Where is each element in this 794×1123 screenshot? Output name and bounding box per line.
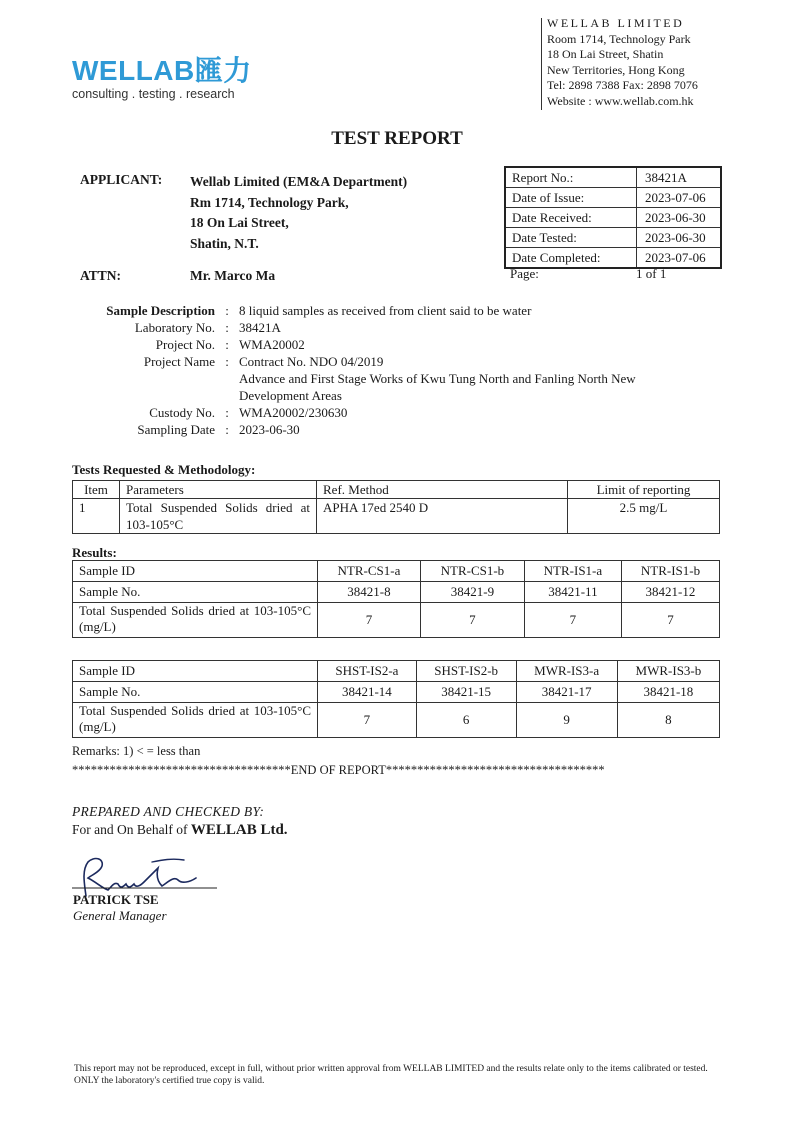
result-value: 8 — [617, 703, 719, 738]
results-label: Results: — [72, 545, 117, 560]
applicant-line: 18 On Lai Street, — [190, 215, 289, 230]
result-value: 7 — [318, 603, 421, 638]
row-label: Sample No. — [73, 582, 318, 603]
tests-table — [72, 480, 720, 534]
table-row — [73, 603, 720, 638]
result-value: 7 — [318, 703, 417, 738]
sample-no: 38421-11 — [524, 582, 621, 603]
sample-no: 38421-15 — [416, 682, 516, 703]
attn-label: ATTN: — [80, 268, 122, 283]
desc-colon: : — [225, 354, 229, 369]
table-cell: 1 — [73, 499, 120, 534]
desc-key — [80, 387, 215, 404]
address-line: New Territories, Hong Kong — [547, 62, 685, 77]
desc-value: 2023-06-30 — [239, 422, 300, 437]
table-row — [73, 561, 720, 582]
desc-key: Project Name — [143, 354, 215, 369]
sample-description-block — [80, 302, 709, 438]
footer-disclaimer: This report may not be reproduced, except in full, without prior written approval from WELLAB LIMITED and the results relate only to the items calibrated or tested. ONLY the laboratory's certified true copy is valid. — [74, 1064, 708, 1086]
desc-row — [80, 404, 709, 421]
row-label: Sample ID — [73, 561, 318, 582]
sample-no: 38421-14 — [318, 682, 417, 703]
sample-id: NTR-IS1-a — [524, 561, 621, 582]
prepared-by-label: PREPARED AND CHECKED BY: — [72, 804, 265, 819]
info-value: 2023-06-30 — [645, 230, 706, 245]
desc-row — [80, 421, 709, 438]
address-line: Room 1714, Technology Park — [547, 31, 691, 46]
desc-colon: : — [225, 303, 229, 318]
table-cell: APHA 17ed 2540 D — [317, 499, 568, 534]
info-row — [506, 247, 720, 267]
address-line: 18 On Lai Street, Shatin — [547, 47, 664, 61]
info-row — [506, 187, 720, 207]
info-key: Date Completed: — [506, 248, 637, 267]
table-header: Ref. Method — [317, 481, 568, 499]
row-label: Total Suspended Solids dried at 103-105°C (mg/L) — [73, 703, 318, 738]
info-key: Report No.: — [506, 168, 637, 187]
behalf-prefix: For and On Behalf of — [72, 822, 191, 837]
sample-no: 38421-8 — [318, 582, 421, 603]
applicant-line: Shatin, N.T. — [190, 235, 259, 251]
remarks: Remarks: 1) < = less than — [72, 744, 201, 758]
desc-colon: : — [225, 405, 229, 420]
address-divider — [541, 18, 542, 110]
page-count — [510, 266, 666, 282]
info-key: Date Received: — [506, 208, 637, 227]
row-label: Sample No. — [73, 682, 318, 703]
result-value: 9 — [516, 703, 617, 738]
info-row — [506, 227, 720, 247]
applicant-label: APPLICANT: — [80, 172, 163, 187]
desc-colon: : — [225, 320, 229, 335]
result-value: 7 — [420, 603, 524, 638]
behalf-company: WELLAB Ltd. — [190, 822, 288, 838]
table-header: Parameters — [120, 481, 317, 499]
desc-row — [80, 353, 709, 370]
table-row — [73, 661, 720, 682]
info-row — [506, 168, 720, 187]
sample-id: NTR-CS1-b — [420, 561, 524, 582]
desc-value: Contract No. NDO 04/2019 — [239, 354, 384, 369]
info-row — [506, 207, 720, 227]
desc-value: Advance and First Stage Works of Kwu Tung North and Fanling North New — [239, 371, 636, 386]
desc-row — [80, 336, 709, 353]
desc-key: Sample Description — [106, 303, 215, 318]
info-value: 2023-06-30 — [645, 210, 706, 225]
applicant-line: Rm 1714, Technology Park, — [190, 194, 349, 210]
table-header: Limit of reporting — [568, 481, 720, 499]
end-of-report: ***********************************END OF REPORT*********************************** — [72, 763, 605, 777]
info-value: 38421A — [645, 170, 687, 185]
table-row — [73, 499, 720, 534]
row-label: Total Suspended Solids dried at 103-105°C (mg/L) — [73, 603, 318, 638]
table-row — [73, 682, 720, 703]
info-value: 2023-07-06 — [645, 250, 706, 265]
sample-id: NTR-CS1-a — [318, 561, 421, 582]
report-info-box — [504, 166, 722, 269]
results-table-1 — [72, 560, 720, 638]
desc-colon: : — [225, 422, 229, 437]
sample-id: MWR-IS3-b — [617, 661, 719, 682]
result-value: 7 — [621, 603, 719, 638]
row-label: Sample ID — [73, 661, 318, 682]
table-cell: 2.5 mg/L — [568, 499, 720, 534]
desc-row — [80, 387, 709, 404]
sample-id: NTR-IS1-b — [621, 561, 719, 582]
info-key: Date Tested: — [506, 228, 637, 247]
sample-no: 38421-17 — [516, 682, 617, 703]
info-key: Date of Issue: — [506, 188, 637, 207]
sample-id: MWR-IS3-a — [516, 661, 617, 682]
desc-row — [80, 370, 709, 387]
sample-id: SHST-IS2-b — [416, 661, 516, 682]
address-line: Website : www.wellab.com.hk — [547, 93, 694, 108]
table-row — [73, 703, 720, 738]
logo-tagline: consulting . testing . research — [72, 87, 235, 101]
signer-title: General Manager — [73, 908, 167, 923]
behalf-line — [72, 822, 288, 839]
desc-key: Custody No. — [149, 405, 215, 420]
info-value: 2023-07-06 — [645, 190, 706, 205]
desc-value: 38421A — [239, 320, 281, 335]
desc-value: Development Areas — [239, 388, 342, 403]
result-value: 6 — [416, 703, 516, 738]
applicant-line: Wellab Limited (EM&A Department) — [190, 174, 408, 189]
desc-colon: : — [225, 337, 229, 352]
signer-name: PATRICK TSE — [73, 892, 159, 907]
desc-value: 8 liquid samples as received from client said to be water — [239, 303, 532, 318]
logo-text: WELLAB匯力 — [72, 55, 252, 86]
desc-value: WMA20002/230630 — [239, 405, 348, 420]
sample-no: 38421-12 — [621, 582, 719, 603]
sample-no: 38421-9 — [420, 582, 524, 603]
desc-key — [80, 370, 215, 387]
desc-row — [80, 302, 709, 319]
sample-id: SHST-IS2-a — [318, 661, 417, 682]
desc-key: Project No. — [155, 337, 215, 352]
attn-value: Mr. Marco Ma — [190, 268, 276, 283]
table-header-row — [73, 481, 720, 499]
page-value: 1 of 1 — [636, 266, 667, 281]
desc-value: WMA20002 — [239, 337, 305, 352]
table-cell: Total Suspended Solids dried at 103-105°C — [120, 499, 317, 534]
result-value: 7 — [524, 603, 621, 638]
page-label: Page: — [510, 266, 539, 281]
address-line: Tel: 2898 7388 Fax: 2898 7076 — [547, 78, 698, 92]
report-title: TEST REPORT — [331, 128, 463, 149]
company-name: WELLAB LIMITED — [547, 16, 685, 30]
company-logo — [72, 56, 252, 101]
results-table-2 — [72, 660, 720, 738]
desc-key: Sampling Date — [137, 422, 215, 437]
sample-no: 38421-18 — [617, 682, 719, 703]
desc-row — [80, 319, 709, 336]
table-header: Item — [73, 481, 120, 499]
desc-key: Laboratory No. — [134, 320, 215, 335]
applicant-address — [190, 172, 407, 254]
company-address-block — [547, 16, 698, 109]
tests-label: Tests Requested & Methodology: — [72, 462, 256, 477]
table-row — [73, 582, 720, 603]
